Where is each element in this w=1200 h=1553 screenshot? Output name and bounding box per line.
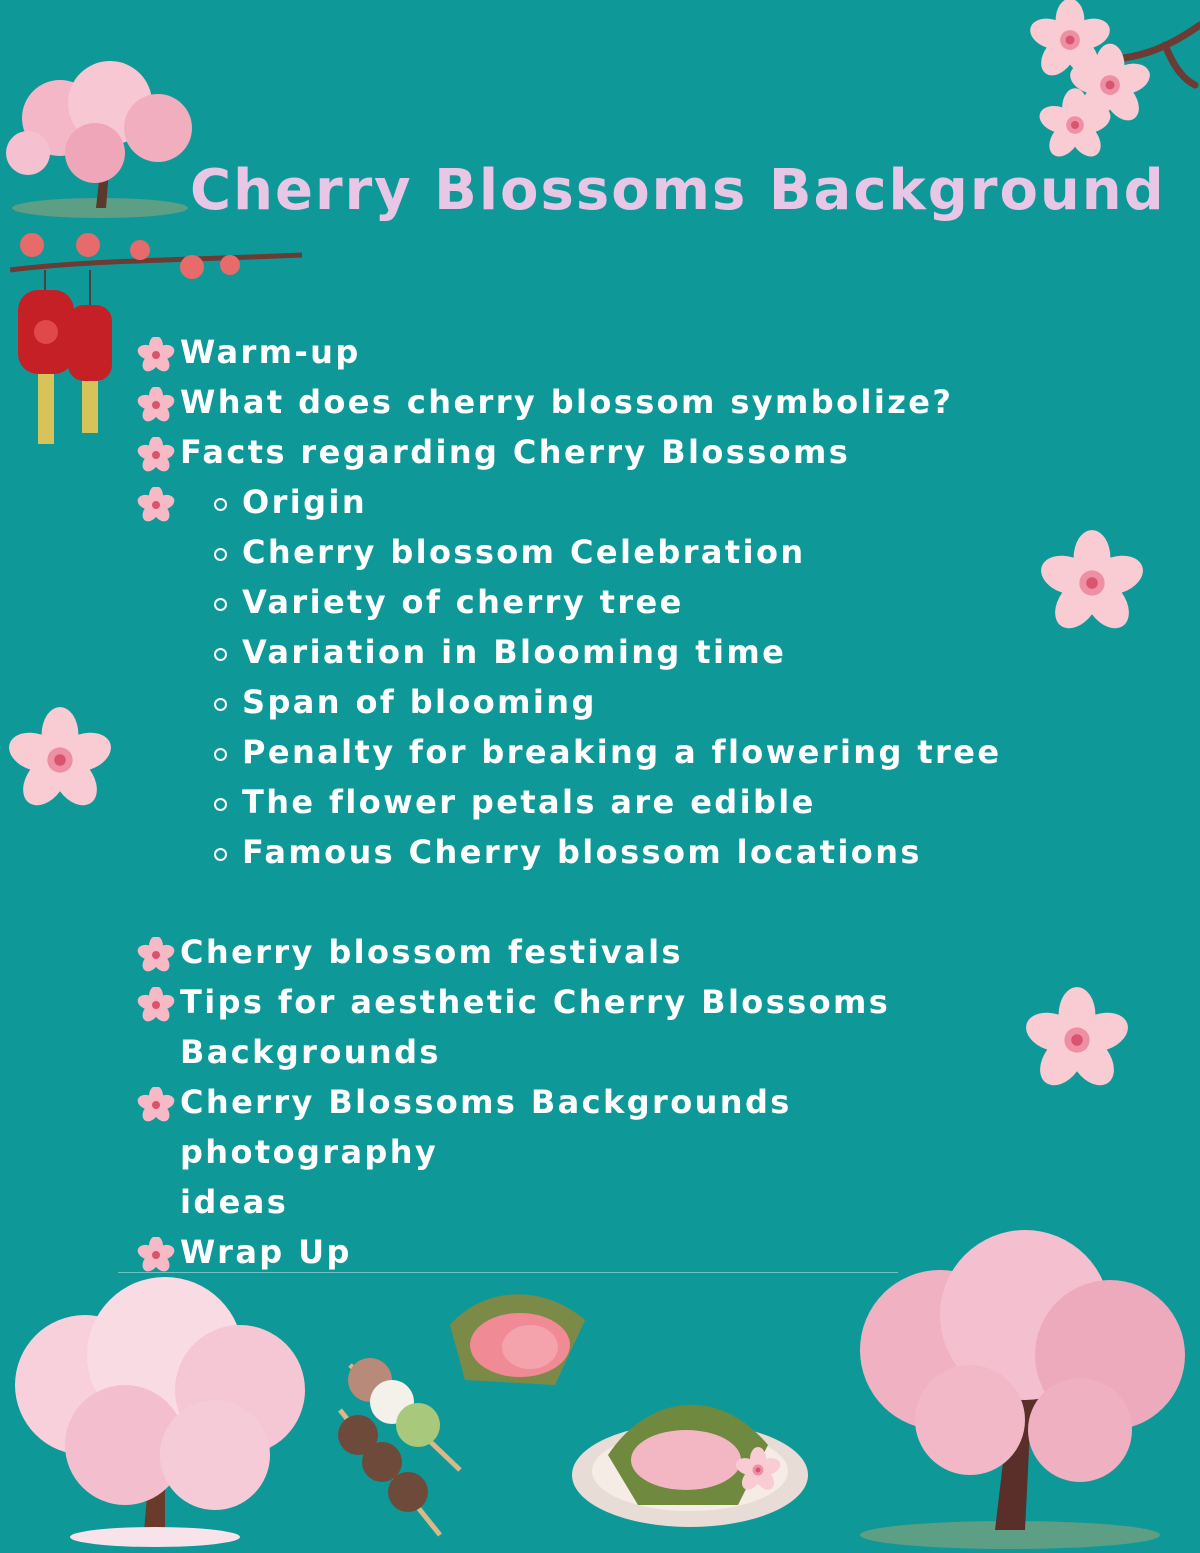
list-item-label: Wrap Up: [180, 1233, 352, 1271]
toc-list: [136, 327, 1036, 1277]
sub-list-item: [136, 677, 1036, 727]
circle-bullet-icon: [214, 548, 227, 561]
cherry-blossom-bullet-icon: [136, 937, 176, 973]
sub-list-item: [136, 577, 1036, 627]
list-item: [136, 427, 1036, 477]
sub-item-label: Span of blooming: [242, 683, 597, 721]
list-item: [136, 927, 1036, 977]
circle-bullet-icon: [214, 748, 227, 761]
circle-bullet-icon: [214, 648, 227, 661]
page-title: Cherry Blossoms Background: [190, 158, 1166, 223]
sub-item-label: Origin: [242, 483, 368, 521]
divider: [118, 1272, 898, 1273]
sub-list-item: [136, 827, 1036, 877]
list-item-label: Warm-up: [180, 333, 361, 371]
sub-item-label: Variation in Blooming time: [242, 633, 787, 671]
sakura-mochi-icon: [568, 1375, 813, 1535]
sub-item-label: Cherry blossom Celebration: [242, 533, 806, 571]
sub-item-label: Famous Cherry blossom locations: [242, 833, 922, 871]
circle-bullet-icon: [214, 848, 227, 861]
list-item-label: Facts regarding Cherry Blossoms: [180, 433, 851, 471]
circle-bullet-icon: [214, 798, 227, 811]
cherry-tree-icon: [5, 1275, 315, 1553]
sakura-flower-icon: [0, 705, 120, 815]
list-item: [136, 1077, 1036, 1227]
sub-list-item: [136, 727, 1036, 777]
cherry-blossom-bullet-icon: [136, 487, 176, 523]
circle-bullet-icon: [214, 498, 227, 511]
cherry-blossom-bullet-icon: [136, 1087, 176, 1123]
cherry-blossom-bullet-icon: [136, 987, 176, 1023]
cherry-blossom-bullet-icon: [136, 437, 176, 473]
sakura-flower-icon: [1030, 528, 1154, 638]
sub-item-label: Penalty for breaking a flowering tree: [242, 733, 1002, 771]
sub-item-label: Variety of cherry tree: [242, 583, 684, 621]
sakura-branch-icon: [1015, 0, 1200, 165]
cherry-blossom-bullet-icon: [136, 337, 176, 373]
list-item-label-continued: ideas: [180, 1183, 289, 1221]
list-item-label: Tips for aesthetic Cherry Blossoms: [180, 983, 891, 1021]
list-item-label: Cherry Blossoms Backgrounds photography: [180, 1083, 792, 1171]
circle-bullet-icon: [214, 698, 227, 711]
list-item-label: Cherry blossom festivals: [180, 933, 683, 971]
list-item: [136, 377, 1036, 427]
cherry-blossom-bullet-icon: [136, 387, 176, 423]
list-item-label-continued: Backgrounds: [180, 1033, 441, 1071]
sub-item-label: The flower petals are edible: [242, 783, 816, 821]
cherry-tree-icon: [0, 58, 210, 226]
cherry-tree-icon: [810, 1230, 1200, 1553]
list-item-label: What does cherry blossom symbolize?: [180, 383, 954, 421]
list-item: [136, 977, 1036, 1077]
sub-list-item: [136, 627, 1036, 677]
sub-list-item: [136, 527, 1036, 577]
sub-list-item: [136, 777, 1036, 827]
cherry-blossom-bullet-icon: [136, 1237, 176, 1273]
list-item: [136, 327, 1036, 377]
circle-bullet-icon: [214, 598, 227, 611]
sub-list-item: [136, 477, 1036, 527]
